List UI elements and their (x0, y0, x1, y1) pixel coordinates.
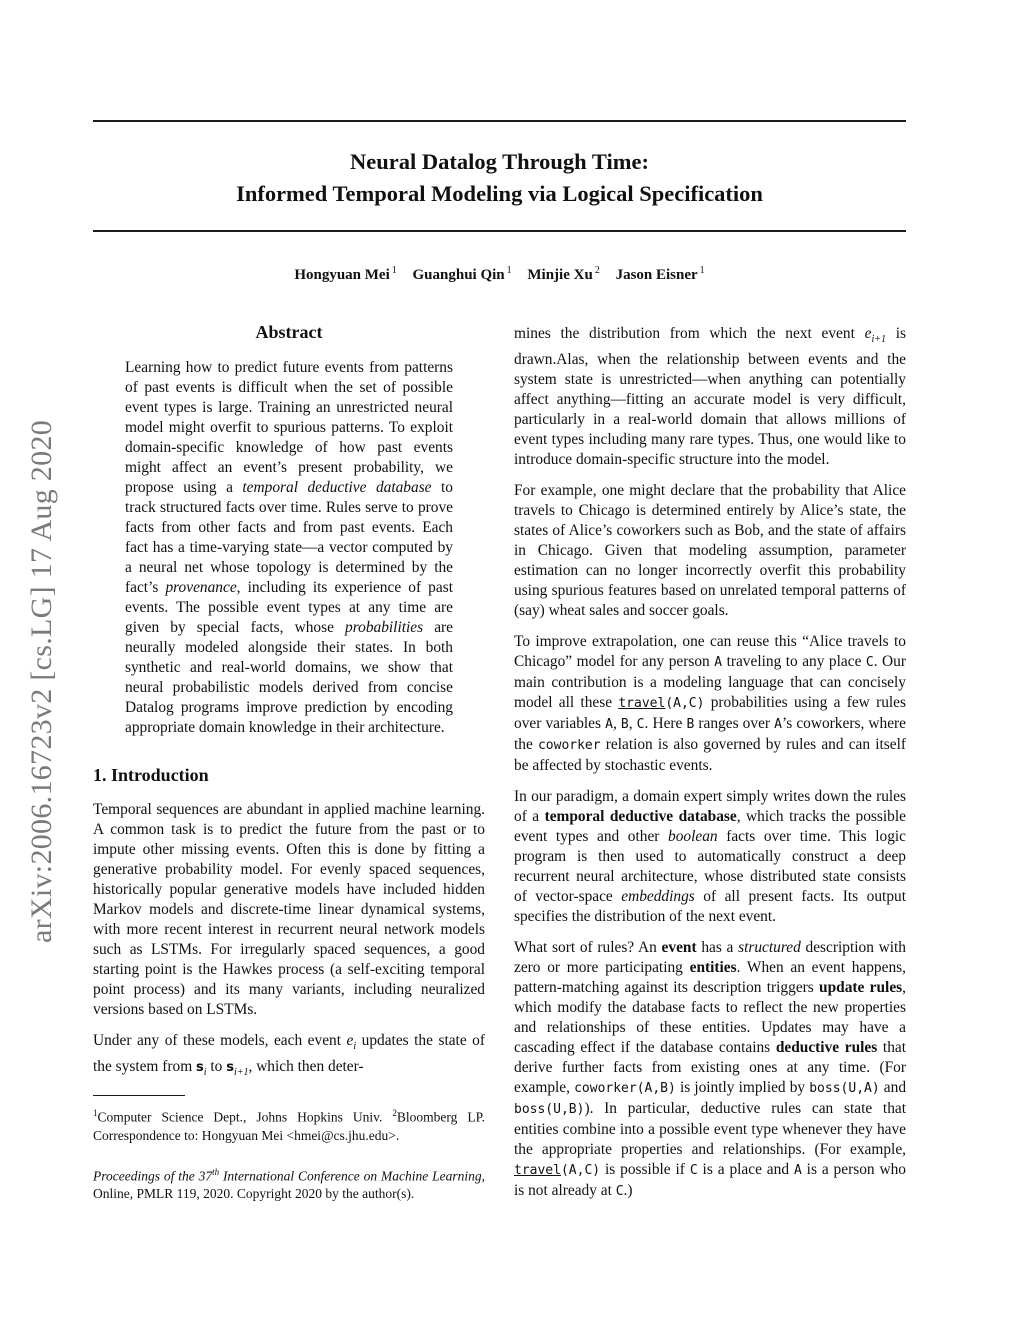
right-column (514, 324, 906, 1213)
title-line-1: Neural Datalog Through Time: (350, 149, 649, 174)
author: Guanghui Qin $^1$ (412, 265, 512, 283)
section-heading-introduction: 1. Introduction (93, 765, 209, 785)
intro-paragraph-6: In our paradigm, a domain expert simply writes down the rules of a temporal deductive database, which tracks the possible event types and other boolean facts over time. This logic program is then used to automatically construct a deep recurrent neural architecture, whose distributed state consists of vector-space embeddings of all present facts. Its output specifies the distribution of the next event. (514, 788, 906, 926)
intro-paragraph-2: Under any of these models, each event $e_i$ updates the state of the system from $s_i$ to $s_{i+1}$, which then deter- (93, 1032, 485, 1079)
intro-paragraph-7: What sort of rules? An event has a structured description with zero or more participating entities. When an event happens, pattern-matching against its description triggers update rules, which modify the database facts to reflect the new properties and relationships of these entities. Updates may have a cascading effect if the database contains deductive rules that derive further facts from existing ones at any time. (For example, coworker(A,B) is jointly implied by boss(U,A) and boss(U,B)). In particular, deductive rules can state that entities combine into a possible event type whenever they have the appropriate properties and relationships. (For example, travel(A,C) is possible if C is a place and A is a person who is not already at C.) (514, 939, 907, 1200)
abstract-body: Learning how to predict future events from patterns of past events is difficult when the set of possible event types is large. Training an unrestricted neural model might overfit to spurious patterns. To exploit domain-specific knowledge of how past events might affect an event’s present probability, we propose using a temporal deductive database to track structured facts over time. Rules serve to prove facts from other facts and from past events. Each fact has a time-varying state—a vector computed by a neural net whose topology is determined by the fact’s provenance, including its experience of past events. The possible event types at any time are given by special facts, whose probabilities are neurally modeled alongside their states. In both synthetic and real-world domains, we show that neural probabilistic models derived from concise Datalog programs improve prediction by encoding appropriate domain knowledge in their architecture. (125, 359, 454, 736)
intro-paragraph-4: For example, one might declare that the probability that Alice travels to Chicago is determined entirely by Alice’s state, the states of Alice’s coworkers such as Bob, and the state of affairs in Chicago. Given that modeling assumption, parameter estimation can no longer incorrectly overfit this probability using spurious features based on unrelated temporal patterns of (say) wheat sales and soccer goals. (514, 482, 906, 620)
title-rule-top (93, 120, 906, 122)
arxiv-identifier: arXiv:2006.16723v2 [cs.LG] 17 Aug 2020 (25, 419, 58, 943)
author-list (93, 265, 906, 284)
author: Jason Eisner $^1$ (615, 265, 705, 283)
author: Hongyuan Mei $^1$ (294, 265, 397, 283)
paper-title (93, 146, 906, 210)
title-rule-bottom (93, 230, 906, 232)
intro-paragraph-3: mines the distribution from which the next event $e_{i+1}$ is drawn.Alas, when the relationship between events and the system state is unrestricted—when anything can potentially affect anything—fitting an accurate model is very difficult, particularly in a real-world domain that allows millions of event types including many rare types. Thus, one would like to introduce domain-specific structure into the model. (514, 325, 906, 469)
affiliation-footnote: $^1$Computer Science Dept., Johns Hopkins Univ. $^2$Bloomberg LP. Correspondence to: Hongyuan Mei <hmei@cs.jhu.edu>. (93, 1108, 485, 1143)
author: Minjie Xu $^2$ (527, 265, 600, 283)
left-column (93, 318, 485, 1203)
intro-paragraph-1: Temporal sequences are abundant in applied machine learning. A common task is to predict the future from the past or to impute other missing events. Often this is done by fitting a generative probability model. For evenly spaced sequences, historically popular generative models have included hidden Markov models and discrete-time linear dynamical systems, with more recent interest in recurrent neural network models such as LSTMs. For irregularly spaced sequences, a good starting point is the Hawkes process (a self-exciting temporal point process) and its many variants, including neuralized versions based on LSTMs. (93, 801, 485, 1018)
intro-paragraph-5: To improve extrapolation, one can reuse this “Alice travels to Chicago” model for any person A traveling to any place C. Our main contribution is a modeling language that can concisely model all these travel(A,C) probabilities using a few rules over variables A, B, C. Here B ranges over A’s coworkers, where the coworker relation is also governed by rules and can itself be affected by stochastic events. (514, 633, 906, 775)
proceedings-note: Proceedings of the 37th International Conference on Machine Learning, Online, PMLR 119, 2020. Copyright 2020 by the author(s). (93, 1166, 485, 1202)
abstract-heading: Abstract (255, 322, 323, 342)
title-line-2: Informed Temporal Modeling via Logical Specification (236, 181, 763, 206)
footnote-rule (93, 1095, 185, 1096)
